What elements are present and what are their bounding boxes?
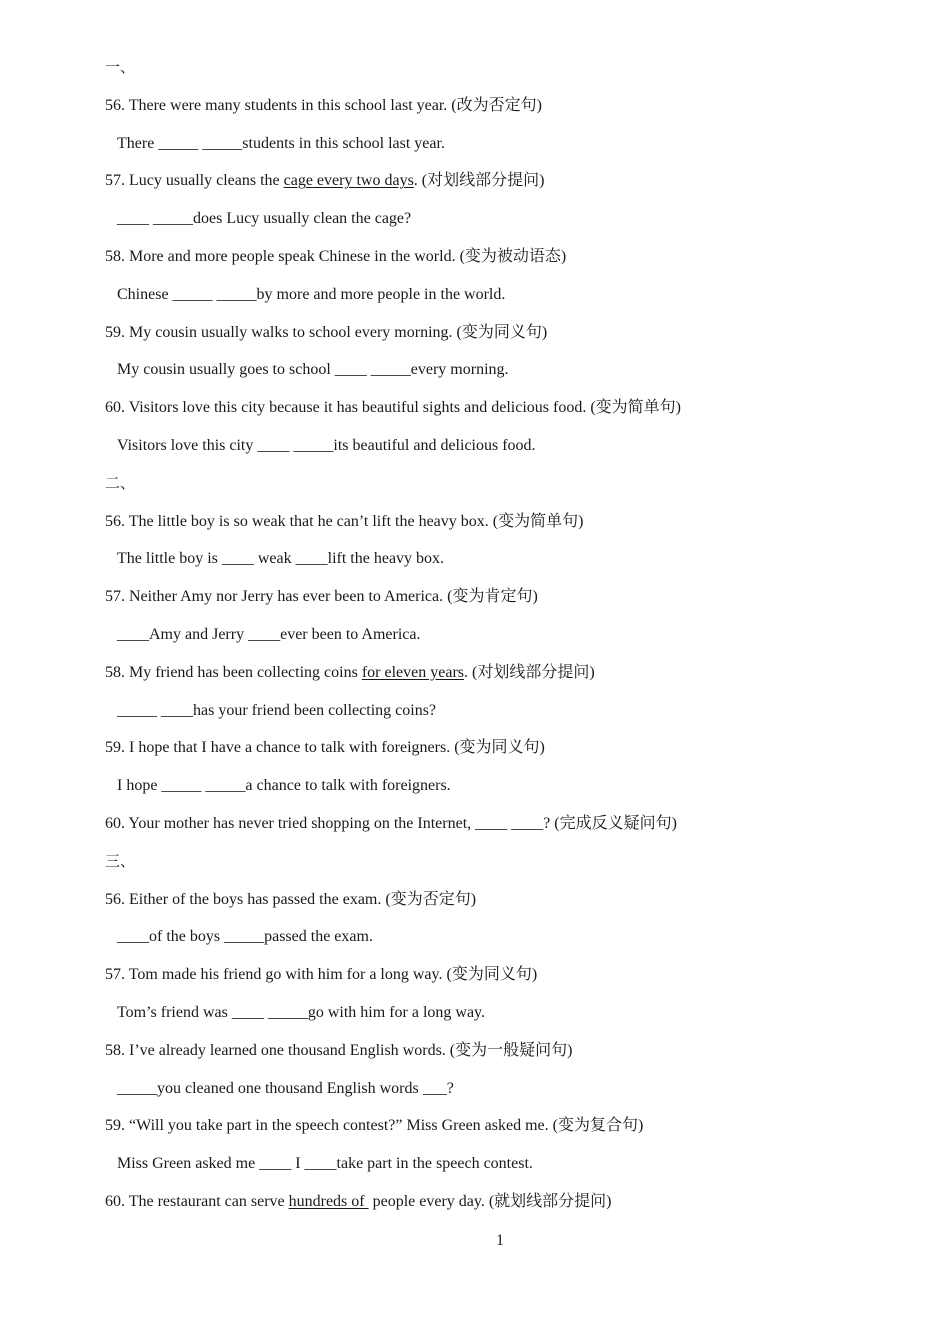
answer-line (105, 283, 865, 321)
text-segment: ____Amy and Jerry ____ever been to America. (117, 625, 421, 643)
text-segment: ____of the boys _____passed the exam. (117, 928, 373, 946)
text-segment: There _____ _____students in this school last year. (117, 134, 445, 152)
answer-line (105, 358, 865, 396)
question-line (105, 1190, 865, 1228)
text-segment: 57. Lucy usually cleans the (105, 172, 284, 190)
exercise-list (105, 56, 865, 1228)
section-heading: 一、 (105, 60, 136, 76)
text-segment: 59. I hope that I have a chance to talk with foreigners. (变为同义句) (105, 739, 545, 757)
text-segment: Visitors love this city ____ _____its beautiful and delicious food. (117, 436, 536, 454)
text-segment: Tom’s friend was ____ _____go with him for a long way. (117, 1003, 486, 1021)
question-line (105, 585, 865, 623)
text-segment: 56. The little boy is so weak that he can’t lift the heavy box. (变为简单句) (105, 512, 584, 530)
question-line (105, 169, 865, 207)
underlined-text: for eleven years (361, 663, 464, 681)
question-line (105, 963, 865, 1001)
text-segment: ____ _____does Lucy usually clean the cage? (117, 210, 412, 228)
question-line (105, 661, 865, 699)
text-segment: _____you cleaned one thousand English words ___? (117, 1079, 454, 1097)
text-segment: My cousin usually goes to school ____ _____every morning. (117, 361, 509, 379)
answer-line (105, 925, 865, 963)
section-heading: 三、 (105, 853, 136, 870)
answer-line (105, 699, 865, 737)
answer-line (105, 1001, 865, 1039)
question-line (105, 812, 865, 850)
question-line (105, 736, 865, 774)
text-segment: 58. My friend has been collecting coins (105, 663, 362, 681)
question-line (105, 245, 865, 283)
text-segment: people every day. (就划线部分提问) (368, 1192, 612, 1210)
answer-line (105, 132, 865, 170)
text-segment: 57. Tom made his friend go with him for a long way. (变为同义句) (105, 966, 538, 984)
question-line (105, 94, 865, 132)
text-segment: . (对划线部分提问) (464, 663, 595, 681)
answer-line (105, 1077, 865, 1115)
answer-line (105, 774, 865, 812)
answer-line (105, 434, 865, 472)
text-segment: Miss Green asked me ____ I ____take part in the speech contest. (117, 1155, 533, 1173)
question-line (105, 321, 865, 359)
answer-line (105, 623, 865, 661)
question-line (105, 510, 865, 548)
text-segment: _____ ____has your friend been collecting coins? (117, 701, 437, 719)
text-segment: 56. Either of the boys has passed the exam. (变为否定句) (105, 890, 477, 908)
question-line (105, 888, 865, 926)
text-segment: I hope _____ _____a chance to talk with foreigners. (117, 777, 451, 795)
text-segment: 60. Visitors love this city because it has beautiful sights and delicious food. (变为简单句) (105, 399, 681, 417)
question-line (105, 396, 865, 434)
question-line (105, 1114, 865, 1152)
text-segment: 56. There were many students in this school last year. (改为否定句) (105, 96, 542, 114)
question-line (105, 1039, 865, 1077)
text-segment: 57. Neither Amy nor Jerry has ever been to America. (变为肯定句) (105, 588, 538, 606)
answer-line (105, 207, 865, 245)
text-segment: 60. The restaurant can serve (105, 1192, 289, 1210)
text-segment: The little boy is ____ weak ____lift the heavy box. (117, 550, 445, 568)
text-segment: 58. I’ve already learned one thousand English words. (变为一般疑问句) (105, 1041, 573, 1059)
text-segment: Chinese _____ _____by more and more people in the world. (117, 285, 506, 303)
section-heading: 二、 (105, 475, 136, 492)
text-segment: 58. More and more people speak Chinese in the world. (变为被动语态) (105, 247, 567, 265)
answer-line (105, 547, 865, 585)
answer-line (105, 1152, 865, 1190)
text-segment: 59. “Will you take part in the speech contest?” Miss Green asked me. (变为复合句) (105, 1117, 644, 1135)
page-number: 1 (496, 1232, 504, 1249)
text-segment: 59. My cousin usually walks to school every morning. (变为同义句) (105, 323, 548, 341)
text-segment: . (对划线部分提问) (413, 172, 545, 190)
text-segment: 60. Your mother has never tried shopping on the Internet, ____ ____? (完成反义疑问句) (105, 814, 677, 832)
underlined-text: cage every two days (283, 172, 414, 190)
underlined-text: hundreds of (288, 1192, 369, 1210)
